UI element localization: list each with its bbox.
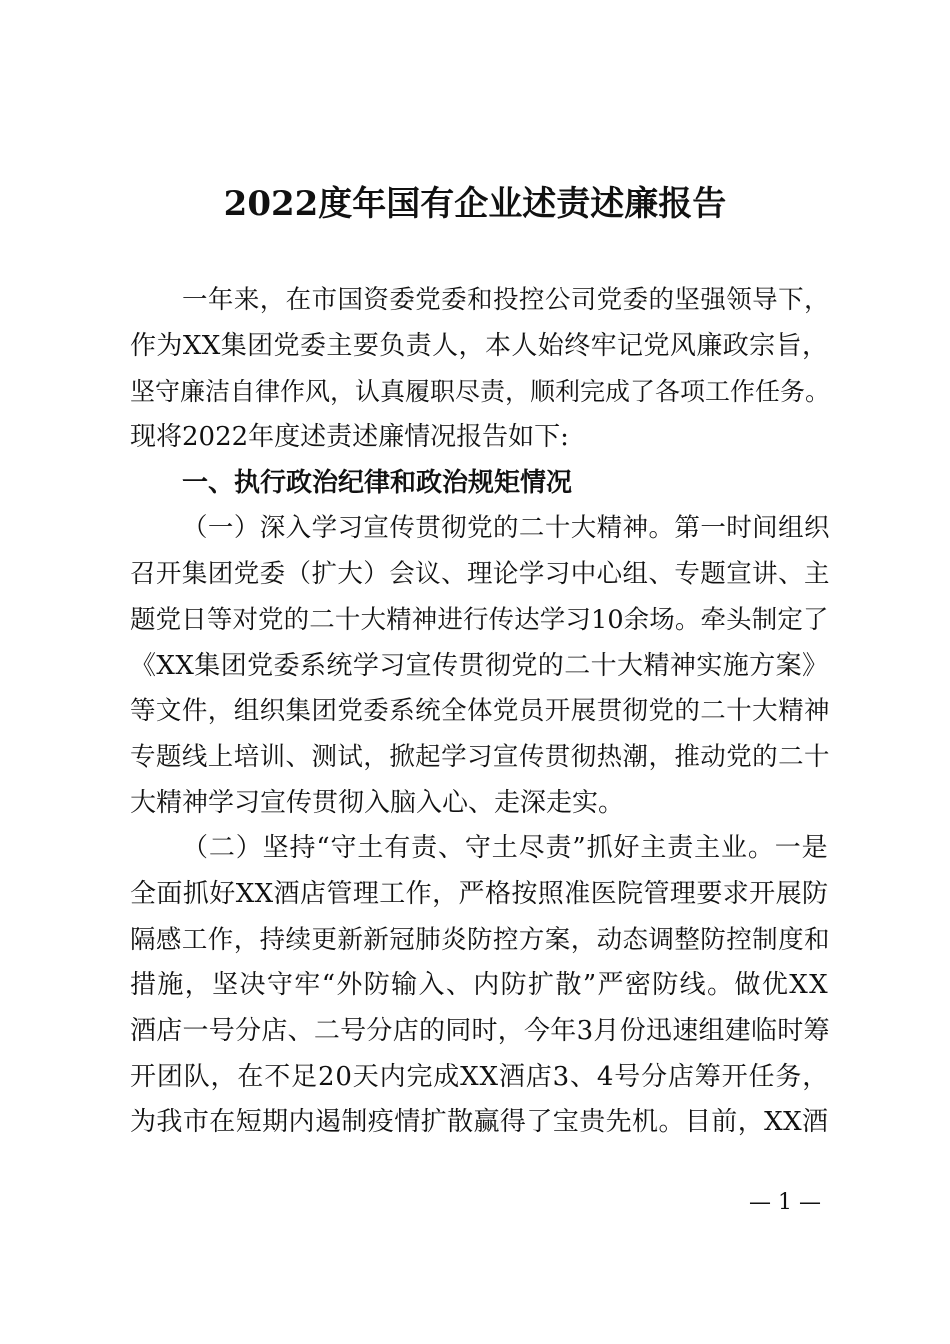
section-heading: 一、执行政治纪律和政治规矩情况 bbox=[182, 467, 573, 498]
paragraph-line: 题党日等对党的二十大精神进行传达学习10余场。牵头制定了 bbox=[130, 604, 829, 635]
paragraph-line: 措施，坚决守牢“外防输入、内防扩散”严密防线。做优XX bbox=[130, 970, 829, 1001]
paragraph-line: 召开集团党委（扩大）会议、理论学习中心组、专题宣讲、主 bbox=[130, 559, 830, 590]
paragraph-line: 坚守廉洁自律作风，认真履职尽责，顺利完成了各项工作任务。 bbox=[130, 377, 831, 407]
paragraph-line: 隔感工作，持续更新新冠肺炎防控方案，动态调整防控制度和 bbox=[130, 924, 830, 955]
paragraph-line: 作为XX集团党委主要负责人，本人始终牢记党风廉政宗旨， bbox=[130, 330, 829, 361]
paragraph-line: 全面抓好XX酒店管理工作，严格按照准医院管理要求开展防 bbox=[130, 878, 829, 909]
paragraph-line: （二）坚持“守土有责、守土尽责”抓好主责主业。一是 bbox=[182, 833, 829, 864]
paragraph-line: 等文件，组织集团党委系统全体党员开展贯彻党的二十大精神 bbox=[130, 696, 830, 727]
paragraph-line: 酒店一号分店、二号分店的同时，今年3月份迅速组建临时筹 bbox=[130, 1016, 830, 1046]
paragraph-line: 《XX集团党委系统学习宣传贯彻党的二十大精神实施方案》 bbox=[130, 650, 829, 681]
paragraph-line: 专题线上培训、测试，掀起学习宣传贯彻热潮，推动党的二十 bbox=[130, 741, 830, 772]
paragraph-line: 一年来，在市国资委党委和投控公司党委的坚强领导下， bbox=[182, 285, 830, 315]
paragraph-line: 现将2022年度述责述廉情况报告如下: bbox=[130, 422, 569, 453]
document-body bbox=[130, 278, 830, 1146]
document-title: 2022度年国有企业述责述廉报告 bbox=[223, 184, 727, 224]
paragraph-line: 开团队，在不足20天内完成XX酒店3、4号分店筹开任务， bbox=[130, 1061, 830, 1092]
page-number: — 1 — bbox=[749, 1190, 821, 1215]
paragraph-line: （一）深入学习宣传贯彻党的二十大精神。第一时间组织 bbox=[182, 513, 830, 544]
paragraph-line: 为我市在短期内遏制疫情扩散赢得了宝贵先机。目前，XX酒 bbox=[130, 1107, 829, 1138]
paragraph-line: 大精神学习宣传贯彻入脑入心、走深走实。 bbox=[130, 787, 625, 818]
